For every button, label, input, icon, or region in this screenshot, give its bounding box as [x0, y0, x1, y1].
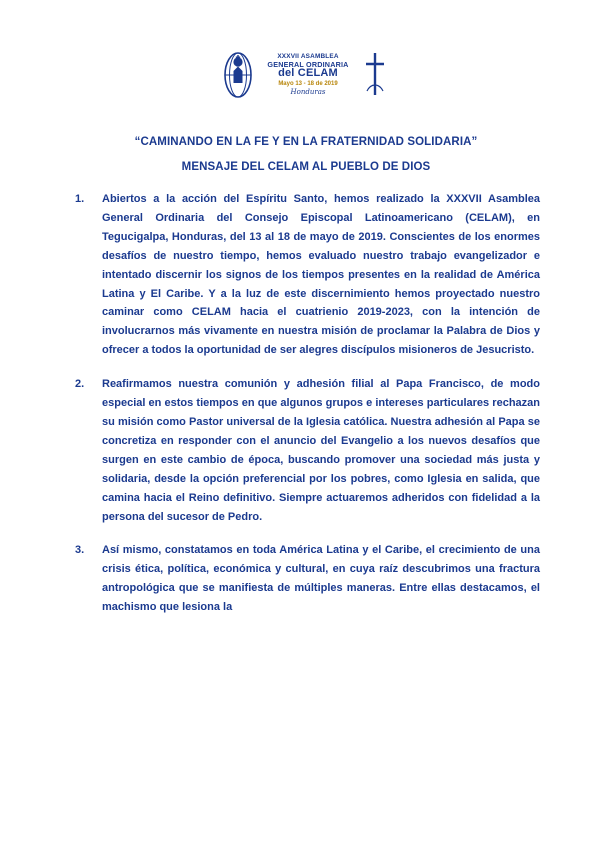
cross-icon — [361, 49, 391, 101]
logo-line-4: Mayo 13 - 18 de 2019 — [278, 80, 338, 87]
message-body — [72, 190, 540, 617]
logo-line-3: del CELAM — [278, 67, 338, 80]
paragraph-number: 1. — [75, 193, 85, 205]
paragraph-text: Reafirmamos nuestra comunión y adhesión filial al Papa Francisco, de modo especial en estos tiempos en que algunos grupos e intereses particulares rechazan su misión como Pastor universal de la Iglesia católica. Nuestra adhesión al Papa se concretiza en responder con el anuncio del Evangelio a los nuevos desafíos que surgen en este cambio de época, buscando promover una sociedad más justa y solidaria, desde la opción preferencial por los pobres, como Iglesia en salida, que camina hacia el Reino definitivo. Siempre actuaremos adheridos con fidelidad a la persona del sucesor de Pedro. — [102, 378, 540, 523]
list-item — [72, 190, 540, 360]
paragraph-number: 3. — [75, 544, 85, 557]
paragraph-text: Abiertos a la acción del Espíritu Santo, hemos realizado la XXXVII Asamblea General Ordinaria del Consejo Episcopal Latinoamericano (CELAM), en Tegucigalpa, Honduras, del 13 al 18 de mayo de 2019. Conscientes de los enormes desafíos de nuestro tiempo, hemos evaluado nuestro trabajo evangelizador e intentado discernir los signos de los tiempos presentes en la realidad de América Latina y El Caribe. Y a la luz de este discernimiento hemos proyectado nuestro caminar como CELAM hacia el cuatrienio 2019-2023, con la intención de involucrarnos más vivamente en nuestra misión de proclamar la Palabra de Dios y ofrecer a todos la oportunidad de ser alegres discípulos misioneros de Jesucristo. — [102, 193, 540, 357]
logo-line-5: Honduras — [290, 87, 326, 96]
list-item — [72, 541, 540, 617]
page-title: “CAMINANDO EN LA FE Y EN LA FRATERNIDAD SOLIDARIA” — [134, 136, 478, 148]
logo-line-2: GENERAL ORDINARIA — [267, 59, 349, 69]
list-item — [72, 375, 540, 526]
celam-emblem-icon — [221, 49, 255, 101]
assembly-logo — [72, 46, 540, 116]
paragraph-text: Así mismo, constatamos en toda América Latina y el Caribe, el crecimiento de una crisis ética, política, económica y cultural, en cuya raíz descubrimos una fractura antropológica que se manifiesta de múltiples maneras. Entre ellas destacamos, el machismo que lesiona la — [102, 544, 540, 614]
logo-line-1: XXXVII ASAMBLEA — [277, 52, 339, 60]
page-subtitle: MENSAJE DEL CELAM AL PUEBLO DE DIOS — [181, 161, 431, 173]
paragraph-number: 2. — [75, 378, 85, 391]
logo-text-block — [255, 54, 361, 96]
logo-inner — [221, 46, 391, 104]
document-page — [0, 46, 612, 848]
